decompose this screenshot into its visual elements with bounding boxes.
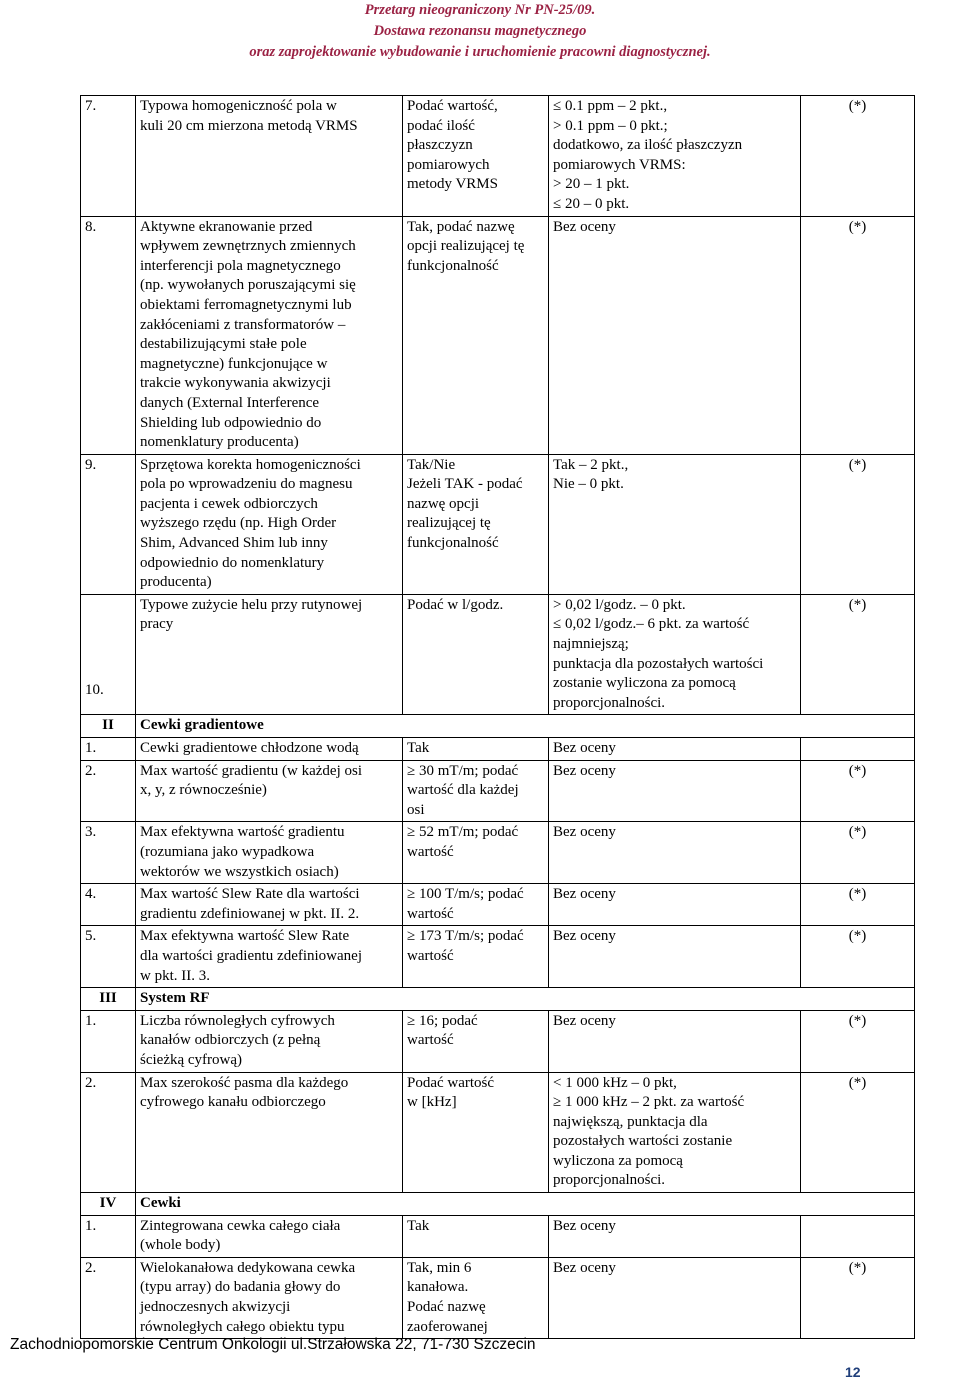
asterisk-note: (*)	[801, 454, 915, 594]
required-value: Tak	[403, 1215, 549, 1257]
asterisk-note: (*)	[801, 1072, 915, 1193]
parameter-description: Zintegrowana cewka całego ciała (whole body)	[136, 1215, 403, 1257]
page-header	[0, 0, 960, 63]
table-row	[81, 1010, 915, 1072]
row-number: 2.	[81, 760, 136, 822]
table-row	[81, 822, 915, 884]
parameter-description: Max szerokość pasma dla każdego cyfrowego kanału odbiorczego	[136, 1072, 403, 1193]
table-row	[81, 1215, 915, 1257]
table-row	[81, 1072, 915, 1193]
header-subject: Dostawa rezonansu magnetycznego	[373, 23, 587, 39]
row-number: 1.	[81, 1010, 136, 1072]
required-value: ≥ 30 mT/m; podać wartość dla każdej osi	[403, 760, 549, 822]
header-scope: oraz zaprojektowanie wybudowanie i uruchomienie pracowni diagnostycznej.	[249, 44, 711, 60]
parameter-description: Liczba równoległych cyfrowych kanałów odbiorczych (z pełną ścieżką cyfrową)	[136, 1010, 403, 1072]
header-tender-number: Przetarg nieograniczony Nr PN-25/09.	[364, 2, 596, 18]
section-roman-numeral: IV	[81, 1193, 136, 1216]
table-row	[81, 738, 915, 761]
table-row	[81, 216, 915, 454]
parameter-description: Typowa homogeniczność pola w kuli 20 cm mierzona metodą VRMS	[136, 96, 403, 217]
row-number: 5.	[81, 926, 136, 988]
asterisk-note: (*)	[801, 1257, 915, 1338]
scoring-rule: > 0,02 l/godz. – 0 pkt. ≤ 0,02 l/godz.– 6 pkt. za wartość najmniejszą; punktacja dla pozostałych wartości zostanie wyliczona za pomocą proporcjonalności.	[549, 594, 801, 715]
scoring-rule: Tak – 2 pkt., Nie – 0 pkt.	[549, 454, 801, 594]
row-number: 1.	[81, 738, 136, 761]
parameter-description: Wielokanałowa dedykowana cewka (typu array) do badania głowy do jednoczesnych akwizycji równoległych całego obiektu typu	[136, 1257, 403, 1338]
parameter-description: Sprzętowa korekta homogeniczności pola po wprowadzeniu do magnesu pacjenta i cewek odbiorczych wyższego rzędu (np. High Order Shim, Advanced Shim lub inny odpowiednio do nomenklatury producenta)	[136, 454, 403, 594]
required-value: Tak, podać nazwę opcji realizującej tę funkcjonalność	[403, 216, 549, 454]
parameter-description: Max wartość Slew Rate dla wartości gradientu zdefiniowanej w pkt. II. 2.	[136, 884, 403, 926]
asterisk-note	[801, 738, 915, 761]
row-number: 8.	[81, 216, 136, 454]
row-number: 4.	[81, 884, 136, 926]
table-row	[81, 926, 915, 988]
required-value: ≥ 52 mT/m; podać wartość	[403, 822, 549, 884]
table-row	[81, 760, 915, 822]
row-number: 2.	[81, 1072, 136, 1193]
scoring-rule: Bez oceny	[549, 822, 801, 884]
parameter-description: Cewki gradientowe chłodzone wodą	[136, 738, 403, 761]
asterisk-note: (*)	[801, 594, 915, 715]
table-row	[81, 1257, 915, 1338]
section-roman-numeral: III	[81, 988, 136, 1011]
section-title: Cewki	[136, 1193, 915, 1216]
table-row	[81, 884, 915, 926]
row-number: 3.	[81, 822, 136, 884]
section-header-row	[81, 1193, 915, 1216]
table-row	[81, 594, 915, 715]
table-row	[81, 96, 915, 217]
required-value: Podać wartość, podać ilość płaszczyzn pomiarowych metody VRMS	[403, 96, 549, 217]
scoring-rule: Bez oceny	[549, 1257, 801, 1338]
page-number: 12	[845, 1364, 861, 1380]
required-value: Tak/Nie Jeżeli TAK - podać nazwę opcji realizującej tę funkcjonalność	[403, 454, 549, 594]
scoring-rule: Bez oceny	[549, 738, 801, 761]
section-header-row	[81, 988, 915, 1011]
required-value: ≥ 173 T/m/s; podać wartość	[403, 926, 549, 988]
table-row	[81, 454, 915, 594]
row-number: 1.	[81, 1215, 136, 1257]
asterisk-note: (*)	[801, 884, 915, 926]
asterisk-note: (*)	[801, 760, 915, 822]
row-number: 7.	[81, 96, 136, 217]
row-number: 10.	[81, 594, 136, 715]
required-value: ≥ 100 T/m/s; podać wartość	[403, 884, 549, 926]
scoring-rule: Bez oceny	[549, 926, 801, 988]
asterisk-note: (*)	[801, 1010, 915, 1072]
asterisk-note: (*)	[801, 96, 915, 217]
required-value: Podać wartość w [kHz]	[403, 1072, 549, 1193]
asterisk-note	[801, 1215, 915, 1257]
section-roman-numeral: II	[81, 715, 136, 738]
row-number: 9.	[81, 454, 136, 594]
scoring-rule: Bez oceny	[549, 216, 801, 454]
required-value: Tak	[403, 738, 549, 761]
parameter-description: Max wartość gradientu (w każdej osi x, y, z równocześnie)	[136, 760, 403, 822]
scoring-rule: Bez oceny	[549, 884, 801, 926]
scoring-rule: < 1 000 kHz – 0 pkt, ≥ 1 000 kHz – 2 pkt. za wartość największą, punktacja dla pozostałych wartości zostanie wyliczona za pomocą proporcjonalności.	[549, 1072, 801, 1193]
parameter-description: Max efektywna wartość Slew Rate dla wartości gradientu zdefiniowanej w pkt. II. 3.	[136, 926, 403, 988]
parameter-description: Max efektywna wartość gradientu (rozumiana jako wypadkowa wektorów we wszystkich osiach)	[136, 822, 403, 884]
asterisk-note: (*)	[801, 926, 915, 988]
required-value: Podać w l/godz.	[403, 594, 549, 715]
scoring-rule: Bez oceny	[549, 760, 801, 822]
parameter-description: Typowe zużycie helu przy rutynowej pracy	[136, 594, 403, 715]
required-value: Tak, min 6 kanałowa. Podać nazwę zaoferowanej	[403, 1257, 549, 1338]
asterisk-note: (*)	[801, 822, 915, 884]
specification-table	[80, 95, 915, 1339]
scoring-rule: ≤ 0.1 ppm – 2 pkt., > 0.1 ppm – 0 pkt.; dodatkowo, za ilość płaszczyzn pomiarowych VRMS: > 20 – 1 pkt. ≤ 20 – 0 pkt.	[549, 96, 801, 217]
section-title: System RF	[136, 988, 915, 1011]
section-header-row	[81, 715, 915, 738]
section-title: Cewki gradientowe	[136, 715, 915, 738]
scoring-rule: Bez oceny	[549, 1215, 801, 1257]
parameter-description: Aktywne ekranowanie przed wpływem zewnętrznych zmiennych interferencji pola magnetycznego (np. wywołanych poruszającymi się obiektami ferromagnetycznymi lub zakłóceniami z transformatorów – destabilizującymi stałe pole magnetyczne) funkcjonujące w trakcie wykonywania akwizycji danych (External Interference Shielding lub odpowiednio do nomenklatury producenta)	[136, 216, 403, 454]
page-footer: Zachodniopomorskie Centrum Onkologii ul.Strzałowska 22, 71-730 Szczecin	[10, 1336, 536, 1353]
scoring-rule: Bez oceny	[549, 1010, 801, 1072]
required-value: ≥ 16; podać wartość	[403, 1010, 549, 1072]
row-number: 2.	[81, 1257, 136, 1338]
asterisk-note: (*)	[801, 216, 915, 454]
